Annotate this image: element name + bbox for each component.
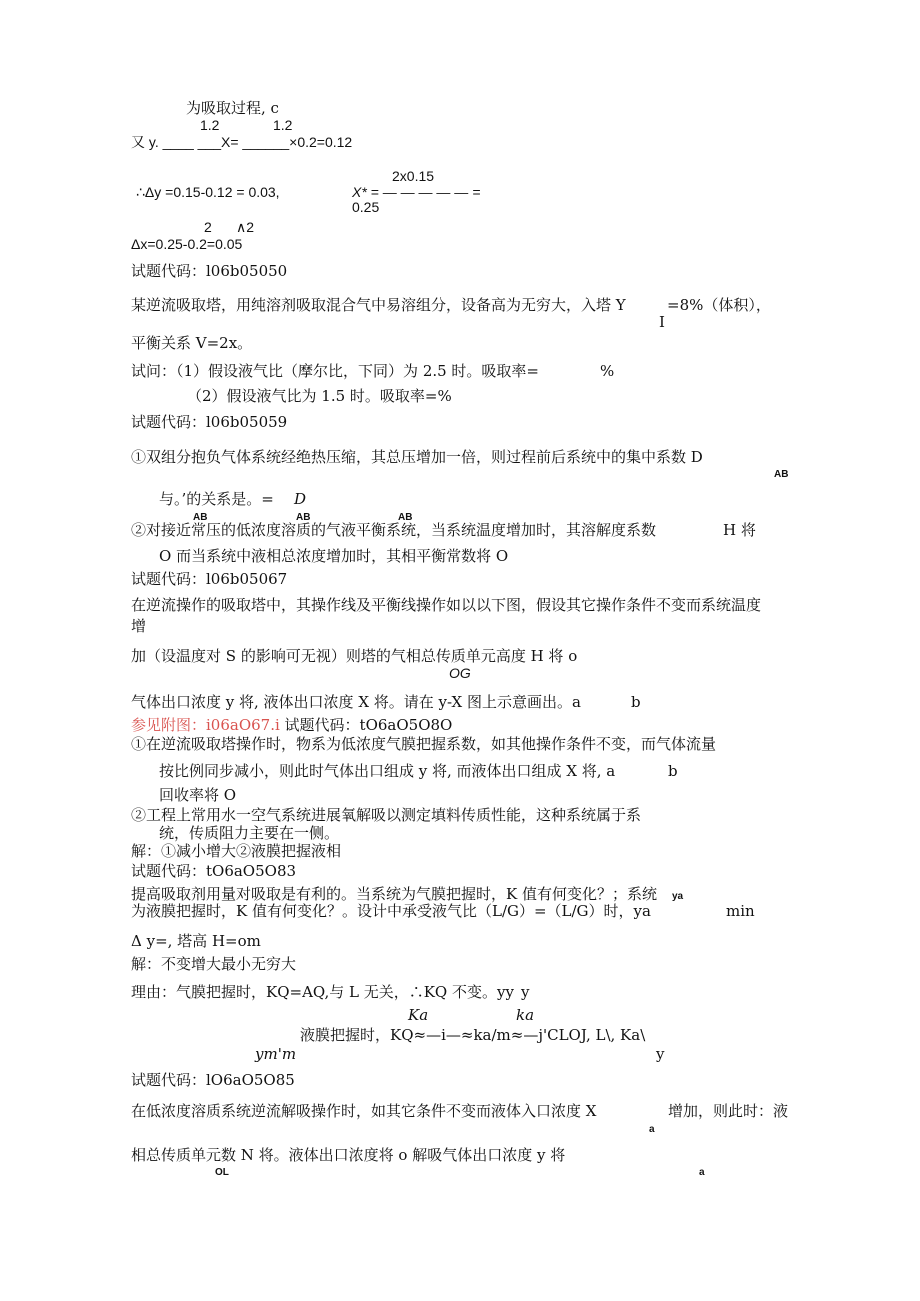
text-line: 解：不变增大最小无穷大	[131, 955, 297, 973]
text-line: 试题代码：tO6aO5O83	[131, 862, 297, 880]
text-line: ②对接近常压的低浓度溶质的气液平衡系统，当系统温度增加时，其溶解度系数	[131, 521, 657, 539]
text-line: y	[656, 1045, 665, 1063]
text-line: 1.2	[273, 117, 293, 133]
text-line: 平衡关系 V=2x。	[131, 334, 253, 352]
text-line: 增	[131, 617, 147, 635]
text-line: min	[726, 902, 755, 920]
text-line: 2x0.15	[392, 168, 435, 184]
text-line: 统，传质阻力主要在一侧。	[159, 824, 340, 842]
text-line: Δ y=, 塔高 H=om	[131, 932, 261, 950]
text-line: H 将	[723, 521, 756, 539]
text-line: ①在逆流吸取塔操作时，物系为低浓度气膜把握系数，如其他操作条件不变，而气体流量	[131, 735, 717, 753]
text-line: =8%（体积），	[667, 296, 771, 314]
subscript: ya	[672, 891, 684, 902]
subscript: AB	[774, 469, 789, 480]
question-code: 试题代码：tO6aO5O8O	[279, 716, 453, 734]
text-line: 回收率将 O	[159, 786, 237, 804]
text-line: ②工程上常用水一空气系统进展氧解吸以测定填料传质性能，这种系统属于系	[131, 806, 642, 824]
text-line: 1.2	[200, 117, 220, 133]
text-line: 在低浓度溶质系统逆流解吸操作时，如其它条件不变而液体入口浓度 X	[131, 1102, 597, 1120]
text-line: 为液膜把握时，K 值有何变化？。设计中承受液气比（L/G）=（L/G）时，ya	[131, 902, 651, 920]
text-line: 解：①减小增大②液膜把握液相	[131, 842, 342, 860]
text-line: X* = — — — — — =	[352, 184, 481, 200]
text-line: 液膜把握时，KQ≈—i—≈ka/m≈—j'CLOJ, L\, Ka\	[300, 1026, 646, 1044]
text-line: 某逆流吸取塔，用纯溶剂吸取混合气中易溶组分，设备高为无穷大，入塔 Y	[131, 296, 626, 314]
text-line: 又 y. ____ ___X= ______×0.2=0.12	[131, 134, 353, 150]
text-line: 提高吸取剂用量对吸取是有利的。当系统为气膜把握时，K 值有何变化？；系统	[131, 885, 657, 903]
text-line: 试题代码：lO6aO5O85	[131, 1071, 295, 1089]
text-line: I	[659, 313, 665, 331]
subscript: OL	[215, 1167, 229, 1178]
subscript: a	[649, 1124, 655, 1135]
subscript: AB	[296, 512, 311, 523]
text-line: 为吸取过程, c	[186, 99, 279, 117]
subscript: AB	[398, 512, 413, 523]
text-line: b	[631, 693, 641, 711]
text-line: Ka	[408, 1006, 429, 1024]
text-line: 与。’的关系是。=	[159, 490, 274, 508]
text-line: b	[668, 762, 678, 780]
text-line: Δx=0.25-0.2=0.05	[131, 236, 243, 252]
text-line: 在逆流操作的吸取塔中，其操作线及平衡线操作如以以下图，假设其它操作条件不变而系统温度	[131, 596, 762, 614]
text-line: O 而当系统中液相总浓度增加时，其相平衡常数将 O	[159, 547, 509, 565]
text-line	[131, 716, 452, 734]
text-line: 试题代码：l06b05067	[131, 570, 288, 588]
text-line: 0.25	[352, 199, 380, 215]
subscript: a	[699, 1167, 705, 1178]
text-line: 试题代码：l06b05059	[131, 413, 288, 431]
subscript: OG	[449, 665, 471, 681]
figure-link[interactable]: 参见附图：i06aO67.i	[131, 716, 280, 734]
text-line: ∴Δy =0.15-0.12 = 0.03,	[136, 184, 280, 200]
text-line: （2）假设液气比为 1.5 时。吸取率=%	[187, 387, 452, 405]
text-line: 相总传质单元数 N 将。液体出口浓度将 o 解吸气体出口浓度 y 将	[131, 1146, 566, 1164]
text-line: 试问：（1）假设液气比（摩尔比，下同）为 2.5 时。吸取率=	[131, 362, 540, 380]
text-line: ka	[516, 1006, 535, 1024]
text-line: y	[521, 983, 530, 1001]
text-line: %	[600, 362, 615, 380]
subscript: AB	[193, 512, 208, 523]
text-line: 加（设温度对 S 的影响可无视）则塔的气相总传质单元高度 H 将 o	[131, 647, 578, 665]
text-line: 2	[204, 219, 212, 235]
text-line: 按比例同步减小，则此时气体出口组成 y 将, 而液体出口组成 X 将, a	[159, 762, 616, 780]
text-line: 气体出口浓度 y 将, 液体出口浓度 X 将。请在 y-X 图上示意画出。a	[131, 693, 581, 711]
text-line: ∧2	[236, 219, 255, 235]
text-line: ①双组分抱负气体系统经绝热压缩，其总压增加一倍，则过程前后系统中的集中系数 D	[131, 448, 703, 466]
text-line: 理由：气膜把握时，KQ=AQ,与 L 无关，∴KQ 不变。yy	[131, 983, 514, 1001]
text-line: 试题代码：l06b05050	[131, 262, 288, 280]
text-line: D	[294, 490, 307, 508]
text-line: 增加，则此时：液	[668, 1102, 789, 1120]
text-line: ym'm	[255, 1045, 297, 1063]
